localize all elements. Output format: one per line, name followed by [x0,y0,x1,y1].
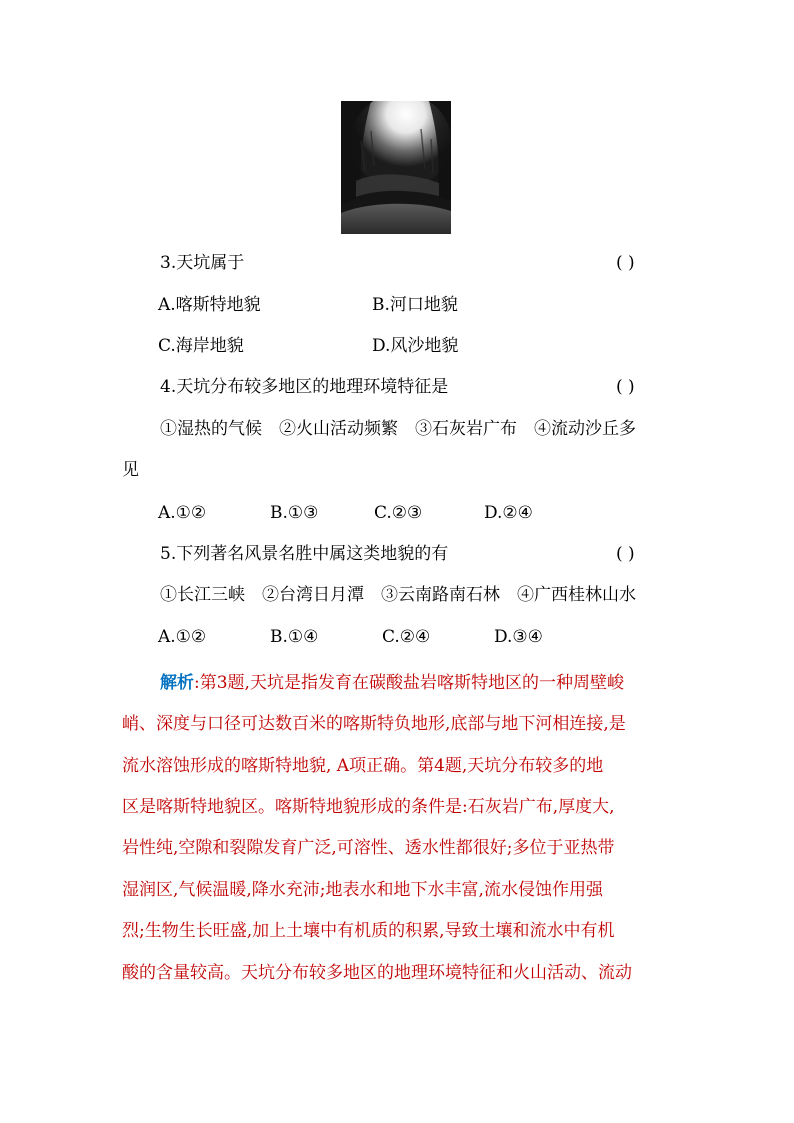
analysis-line-8: 酸的含量较高。天坑分布较多地区的地理环境特征和火山活动、流动 [122,963,632,983]
analysis-line-5: 岩性纯,空隙和裂隙发育广泛,可溶性、透水性都很好;多位于亚热带 [122,838,615,858]
analysis-label: 解析 [160,673,194,693]
analysis-line-7: 烈;生物生长旺盛,加上土壤中有机质的积累,导致土壤和流水中有机 [122,921,615,941]
question-4-items: ①湿热的气候 ②火山活动频繁 ③石灰岩广布 ④流动沙丘多 [160,419,636,439]
question-5-items: ①长江三峡 ②台湾日月潭 ③云南路南石林 ④广西桂林山水 [160,585,636,605]
question-5-option-c: C.②④ [382,627,431,647]
analysis-line-1: 解析:第3题,天坑是指发育在碳酸盐岩喀斯特地区的一种周壁峻 [160,673,624,693]
question-3-option-a: A.喀斯特地貌 [158,295,261,315]
analysis-line-2: 峭、深度与口径可达数百米的喀斯特负地形,底部与地下河相连接,是 [122,714,626,734]
analysis-line-4: 区是喀斯特地貌区。喀斯特地貌形成的条件是:石灰岩广布,厚度大, [122,797,615,817]
question-5-stem: 5.下列著名风景名胜中属这类地貌的有 [160,544,449,564]
question-4-stem: 4.天坑分布较多地区的地理环境特征是 [160,377,449,397]
question-3-option-c: C.海岸地貌 [158,336,244,356]
question-5-option-b: B.①④ [270,627,319,647]
question-3-option-b: B.河口地貌 [372,295,458,315]
analysis-line-6: 湿润区,气候温暖,降水充沛;地表水和地下水丰富,流水侵蚀作用强 [122,880,603,900]
question-4-option-c: C.②③ [374,503,423,523]
question-4-option-d: D.②④ [484,503,533,523]
analysis-line-3: 流水溶蚀形成的喀斯特地貌, A项正确。第4题,天坑分布较多的地 [122,756,604,776]
question-4-answer-bracket: ( ) [616,377,635,397]
question-3-answer-bracket: ( ) [616,253,635,273]
question-4-option-b: B.①③ [270,503,319,523]
question-3-stem: 3.天坑属于 [160,253,245,273]
question-3-option-d: D.风沙地貌 [372,336,459,356]
question-4-items-wrap: 见 [122,460,139,480]
question-5-answer-bracket: ( ) [616,544,635,564]
tiankeng-photo [341,101,451,234]
question-5-option-d: D.③④ [494,627,543,647]
question-5-option-a: A.①② [158,627,207,647]
question-4-option-a: A.①② [158,503,207,523]
